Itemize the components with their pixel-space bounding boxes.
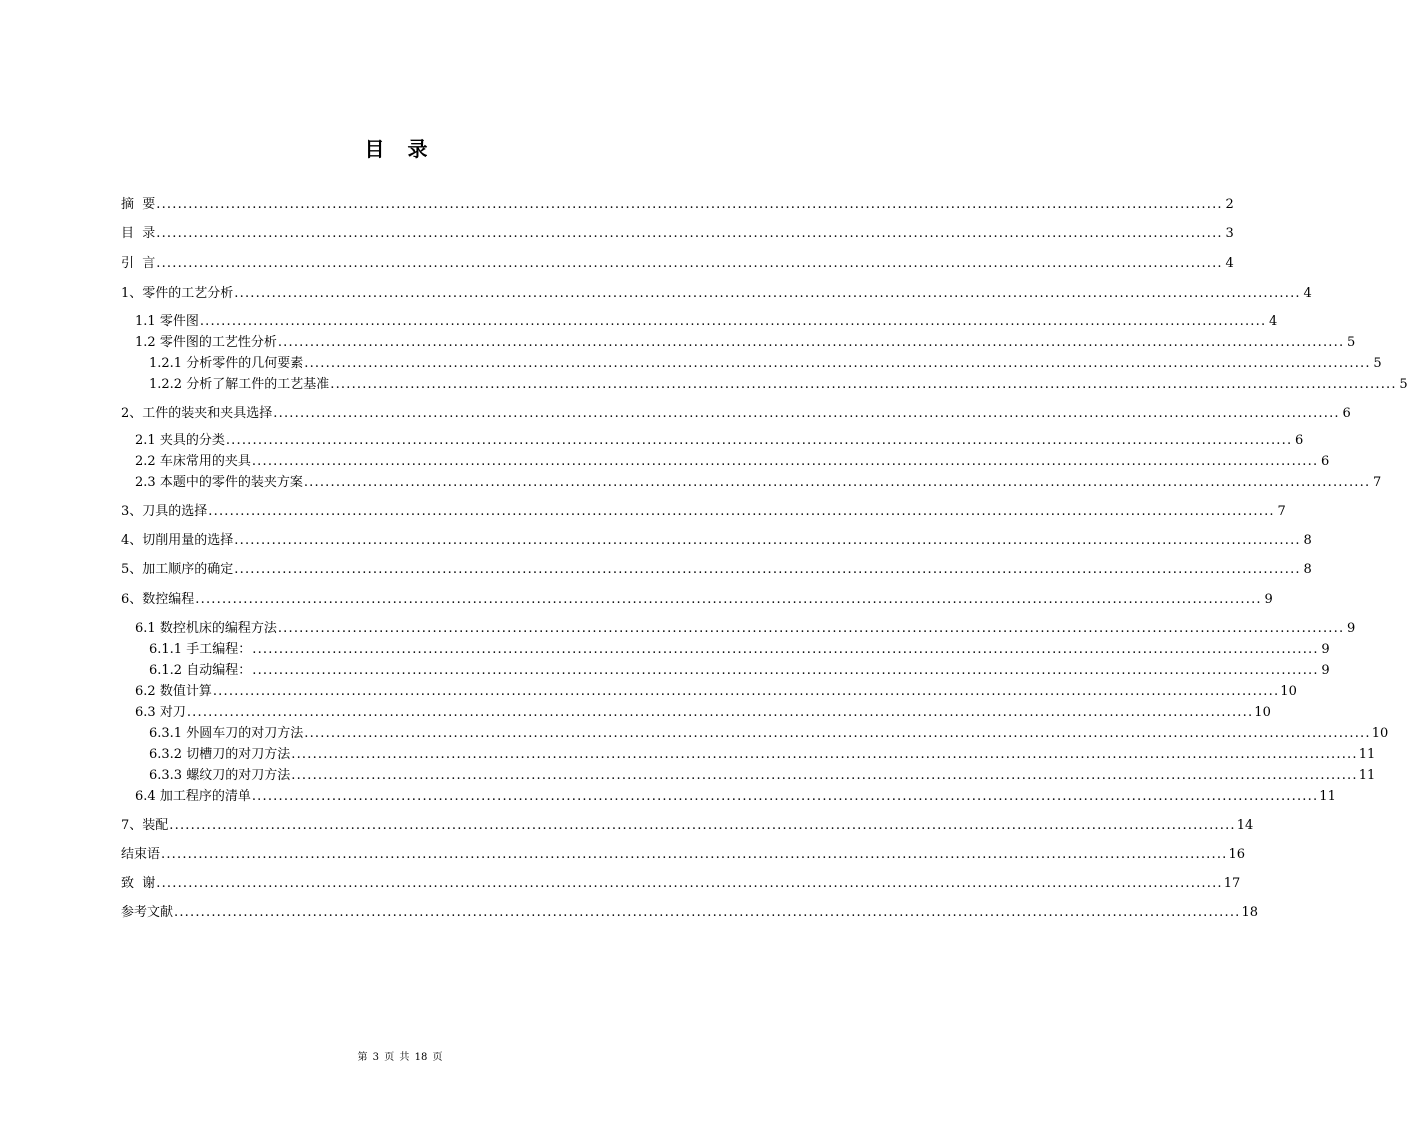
- toc-entry-number: 6.3: [135, 705, 160, 720]
- toc-entry-page: 7: [1373, 475, 1382, 490]
- toc-entry-page: 9: [1321, 642, 1330, 657]
- toc-entry-label: 螺纹刀的对刀方法: [186, 768, 291, 783]
- toc-entry-page: 2: [1225, 197, 1234, 212]
- toc-entry-label: 数值计算: [159, 684, 212, 699]
- toc-entry-page: 3: [1225, 226, 1234, 241]
- page-title: 目 录: [364, 137, 436, 161]
- toc-entry-page: 6: [1342, 406, 1351, 421]
- toc-entry[interactable]: [121, 590, 1273, 610]
- toc-entry-label: 分析零件的几何要素: [186, 356, 304, 371]
- toc-entry-label: 切削用量的选择: [142, 533, 234, 548]
- toc-dot-leader: ........................................................................................................................................................................................................: [251, 789, 1319, 804]
- toc-dot-leader: ........................................................................................................................................................................................................: [330, 377, 1397, 392]
- toc-entry-label: 数控机床的编程方法: [159, 621, 277, 636]
- toc-entry-label: 切槽刀的对刀方法: [186, 747, 291, 762]
- toc-dot-leader: ........................................................................................................................................................................................................: [252, 642, 1319, 657]
- toc-dot-leader: ........................................................................................................................................................................................................: [273, 406, 1340, 421]
- toc-entry-number: 2.2: [135, 454, 160, 469]
- toc-entry-page: 10: [1280, 684, 1297, 699]
- toc-entry[interactable]: [121, 375, 1408, 395]
- toc-entry-number: 2.1: [135, 433, 160, 448]
- toc-entry[interactable]: [121, 312, 1278, 332]
- toc-entry-page: 11: [1319, 789, 1336, 804]
- toc-entry[interactable]: [121, 703, 1271, 723]
- toc-entry-number: 6.1.1: [149, 642, 187, 657]
- toc-dot-leader: ........................................................................................................................................................................................................: [161, 847, 1228, 862]
- page-footer: 第 3 页 共 18 页: [357, 1052, 443, 1063]
- toc-entry[interactable]: [121, 195, 1234, 215]
- toc-entry-page: 8: [1303, 533, 1312, 548]
- toc-entry-label: 零件的工艺分析: [142, 286, 234, 301]
- toc-dot-leader: ........................................................................................................................................................................................................: [174, 905, 1241, 920]
- toc-entry[interactable]: [121, 531, 1312, 551]
- toc-entry-label: 工件的装夹和夹具选择: [142, 406, 273, 421]
- toc-entry[interactable]: [121, 254, 1234, 274]
- toc-entry-number: 6.3.3: [149, 768, 187, 783]
- toc-entry-label: 引 言: [121, 256, 156, 271]
- toc-entry-label: 加工程序的清单: [159, 789, 251, 804]
- toc-entry-number: 5、: [121, 562, 143, 577]
- toc-entry-number: 1、: [121, 286, 143, 301]
- toc-entry-label: 车床常用的夹具: [159, 454, 251, 469]
- toc-dot-leader: ........................................................................................................................................................................................................: [304, 356, 1371, 371]
- toc-entry-page: 16: [1228, 847, 1246, 862]
- toc-entry[interactable]: [121, 903, 1259, 923]
- toc-dot-leader: ........................................................................................................................................................................................................: [234, 562, 1301, 577]
- toc-entry[interactable]: [121, 619, 1356, 639]
- toc-entry-label: 致 谢: [121, 876, 156, 891]
- toc-entry[interactable]: [121, 502, 1286, 522]
- toc-dot-leader: ........................................................................................................................................................................................................: [156, 197, 1223, 212]
- toc-entry-number: 3、: [121, 504, 143, 519]
- toc-entry-label: 结束语: [121, 847, 161, 862]
- toc-entry-label: 本题中的零件的装夹方案: [159, 475, 303, 490]
- toc-entry[interactable]: [121, 787, 1336, 807]
- toc-entry[interactable]: [121, 354, 1382, 374]
- toc-entry[interactable]: [121, 766, 1376, 786]
- toc-dot-leader: ........................................................................................................................................................................................................: [303, 475, 1371, 490]
- toc-entry-page: 9: [1321, 663, 1330, 678]
- toc-dot-leader: ........................................................................................................................................................................................................: [234, 533, 1301, 548]
- toc-entry-page: 17: [1223, 876, 1241, 891]
- toc-entry-number: 1.2: [135, 335, 160, 350]
- toc-entry[interactable]: [121, 284, 1312, 304]
- toc-entry-label: 自动编程：: [186, 663, 252, 678]
- toc-entry-page: 10: [1371, 726, 1389, 741]
- toc-entry-label: 夹具的分类: [159, 433, 225, 448]
- toc-entry-number: 2、: [121, 406, 143, 421]
- toc-entry-page: 4: [1303, 286, 1312, 301]
- toc-dot-leader: ........................................................................................................................................................................................................: [156, 876, 1223, 891]
- toc-dot-leader: ........................................................................................................................................................................................................: [195, 592, 1262, 607]
- toc-entry[interactable]: [121, 745, 1376, 765]
- toc-entry-page: 6: [1295, 433, 1304, 448]
- toc-entry-page: 14: [1236, 818, 1254, 833]
- toc-dot-leader: ........................................................................................................................................................................................................: [186, 705, 1254, 720]
- toc-entry-label: 参考文献: [121, 905, 174, 920]
- toc-entry[interactable]: [121, 224, 1234, 244]
- toc-entry-number: 6.1.2: [149, 663, 187, 678]
- toc-entry-page: 8: [1303, 562, 1312, 577]
- toc-entry-number: 4、: [121, 533, 143, 548]
- toc-entry[interactable]: [121, 874, 1241, 894]
- toc-entry-label: 零件图: [159, 314, 199, 329]
- toc-entry-number: 6.1: [135, 621, 160, 636]
- toc-dot-leader: ........................................................................................................................................................................................................: [212, 684, 1280, 699]
- toc-dot-leader: ........................................................................................................................................................................................................: [225, 433, 1293, 448]
- toc-entry-label: 摘 要: [121, 197, 156, 212]
- toc-entry[interactable]: [121, 724, 1389, 744]
- toc-entry-label: 零件图的工艺性分析: [159, 335, 277, 350]
- toc-dot-leader: ........................................................................................................................................................................................................: [156, 256, 1223, 271]
- toc-entry-number: 6.3.1: [149, 726, 187, 741]
- toc-entry-number: 1.2.2: [149, 377, 187, 392]
- toc-entry[interactable]: [121, 661, 1330, 681]
- toc-entry-page: 18: [1241, 905, 1259, 920]
- toc-entry[interactable]: [121, 640, 1330, 660]
- toc-dot-leader: ........................................................................................................................................................................................................: [291, 747, 1358, 762]
- toc-entry[interactable]: [121, 404, 1351, 424]
- toc-entry-page: 4: [1225, 256, 1234, 271]
- toc-entry-label: 装配: [142, 818, 169, 833]
- toc-entry-page: 5: [1399, 377, 1408, 392]
- toc-dot-leader: ........................................................................................................................................................................................................: [199, 314, 1267, 329]
- toc-entry[interactable]: [121, 431, 1304, 451]
- toc-dot-leader: ........................................................................................................................................................................................................: [208, 504, 1275, 519]
- toc-entry-page: 11: [1358, 747, 1376, 762]
- toc-entry-label: 对刀: [159, 705, 186, 720]
- toc-dot-leader: ........................................................................................................................................................................................................: [277, 621, 1345, 636]
- toc-entry-number: 6.3.2: [149, 747, 187, 762]
- toc-entry-number: 1.2.1: [149, 356, 187, 371]
- toc-entry-page: 5: [1373, 356, 1382, 371]
- toc-dot-leader: ........................................................................................................................................................................................................: [252, 663, 1319, 678]
- toc-entry-label: 数控编程: [142, 592, 195, 607]
- toc-entry-label: 手工编程：: [186, 642, 252, 657]
- toc-dot-leader: ........................................................................................................................................................................................................: [277, 335, 1345, 350]
- toc-entry[interactable]: [121, 452, 1330, 472]
- toc-entry-number: 6.2: [135, 684, 160, 699]
- toc-dot-leader: ........................................................................................................................................................................................................: [234, 286, 1301, 301]
- toc-entry-label: 外圆车刀的对刀方法: [186, 726, 304, 741]
- toc-entry-label: 刀具的选择: [142, 504, 208, 519]
- toc-entry-number: 2.3: [135, 475, 160, 490]
- toc-entry-page: 4: [1269, 314, 1278, 329]
- toc-entry-page: 6: [1321, 454, 1330, 469]
- toc-entry-number: 1.1: [135, 314, 160, 329]
- toc-entry-label: 加工顺序的确定: [142, 562, 234, 577]
- toc-entry-page: 9: [1347, 621, 1356, 636]
- toc-entry[interactable]: [121, 816, 1254, 836]
- toc-entry-page: 7: [1277, 504, 1286, 519]
- toc-entry[interactable]: [121, 682, 1297, 702]
- toc-dot-leader: ........................................................................................................................................................................................................: [156, 226, 1223, 241]
- toc-entry[interactable]: [121, 473, 1382, 493]
- toc-entry-number: 6.4: [135, 789, 160, 804]
- toc-dot-leader: ........................................................................................................................................................................................................: [251, 454, 1319, 469]
- toc-entry-page: 10: [1254, 705, 1271, 720]
- toc-entry[interactable]: [121, 845, 1246, 865]
- toc-entry-page: 5: [1347, 335, 1356, 350]
- toc-entry[interactable]: [121, 560, 1312, 580]
- toc-entry-label: 目 录: [121, 226, 156, 241]
- toc-entry-label: 分析了解工件的工艺基准: [186, 377, 330, 392]
- toc-dot-leader: ........................................................................................................................................................................................................: [169, 818, 1236, 833]
- toc-dot-leader: ........................................................................................................................................................................................................: [304, 726, 1371, 741]
- toc-dot-leader: ........................................................................................................................................................................................................: [291, 768, 1358, 783]
- table-of-contents: [121, 0, 1408, 1000]
- toc-entry[interactable]: [121, 333, 1356, 353]
- toc-entry-number: 7、: [121, 818, 143, 833]
- toc-entry-page: 11: [1358, 768, 1376, 783]
- toc-entry-number: 6、: [121, 592, 143, 607]
- toc-entry-page: 9: [1264, 592, 1273, 607]
